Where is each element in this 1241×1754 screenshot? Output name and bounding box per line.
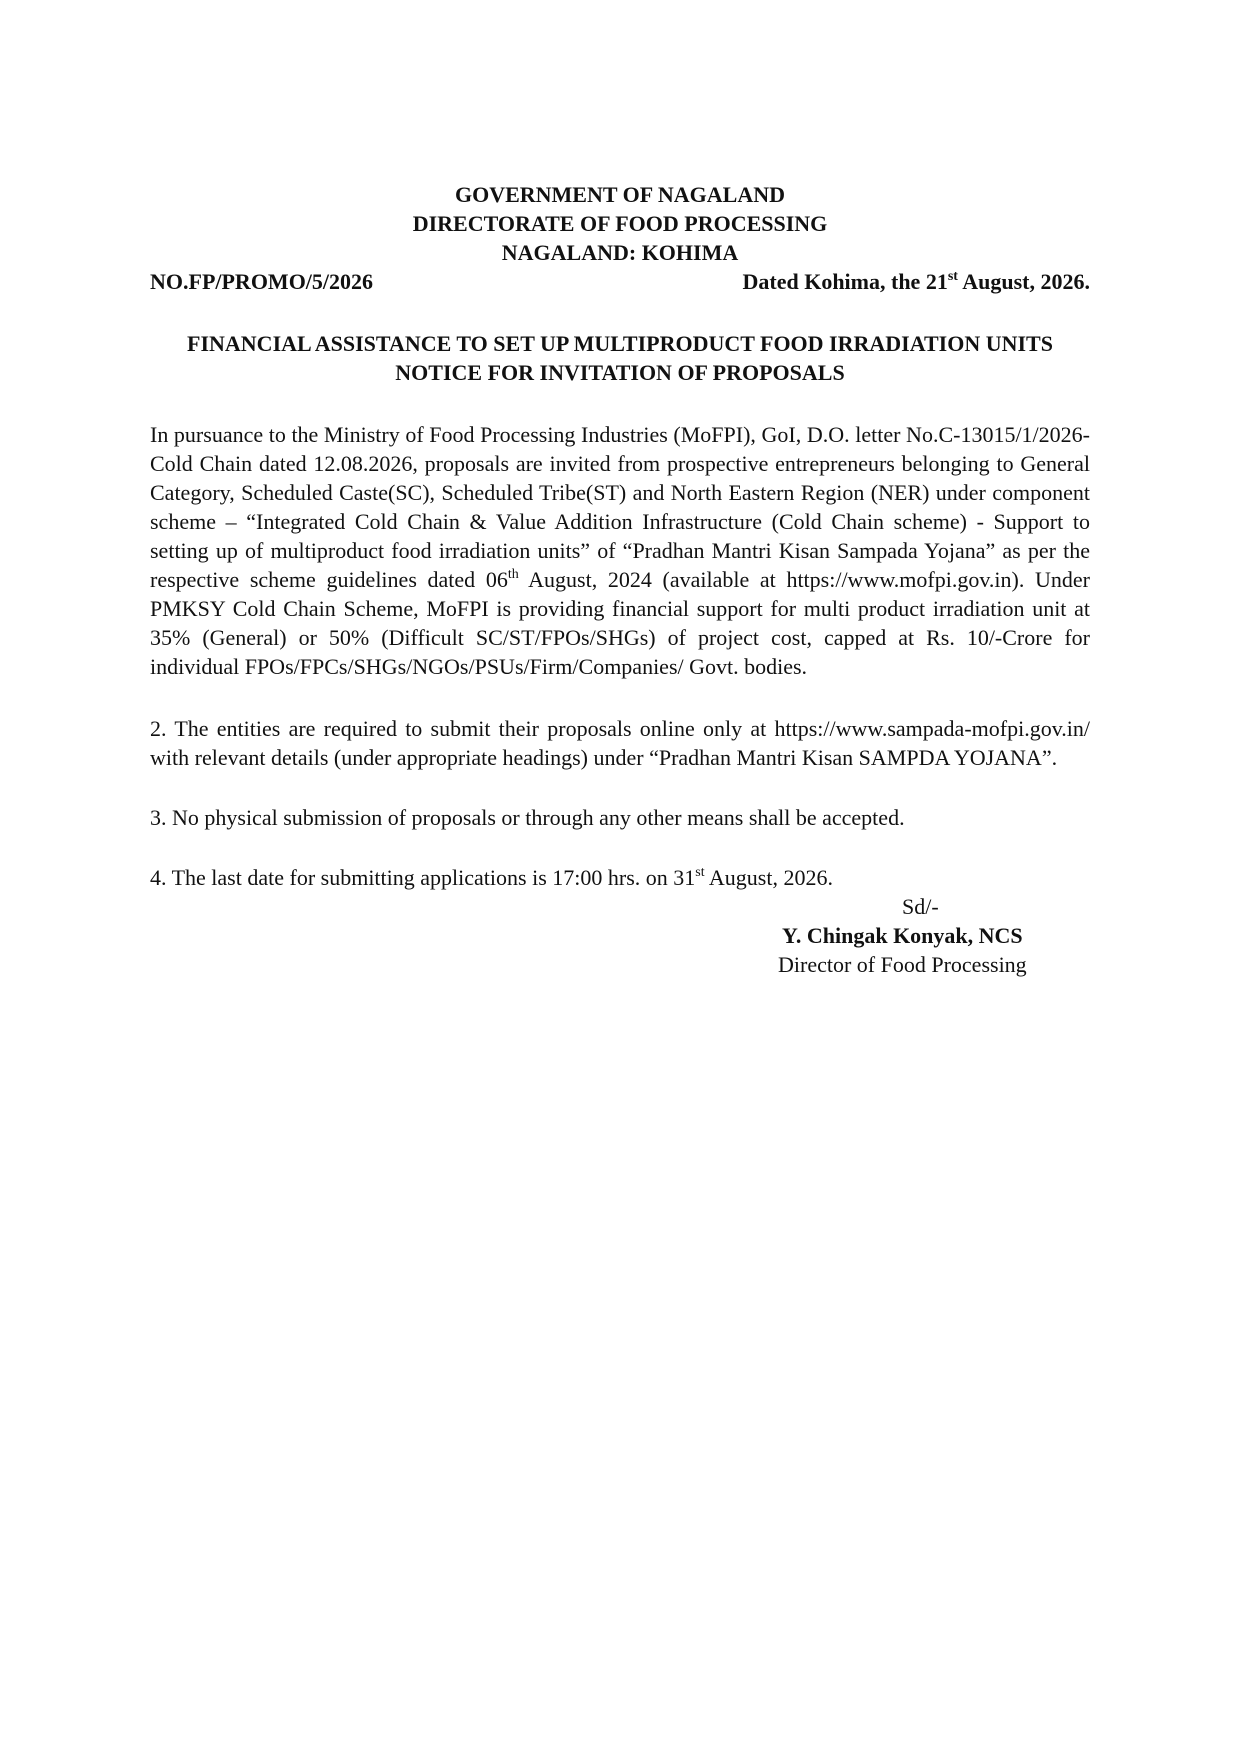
paragraph-4-ordinal: st — [695, 864, 705, 880]
signatory-designation: Director of Food Processing — [778, 952, 1027, 977]
paragraph-4-text-continued: August, 2026. — [704, 865, 833, 890]
reference-number: NO.FP/PROMO/5/2026 — [150, 269, 374, 294]
signatory-name: Y. Chingak Konyak, NCS — [782, 923, 1023, 948]
office-location: NAGALAND: KOHIMA — [501, 240, 739, 265]
reference-date — [743, 267, 1091, 296]
paragraph-2: 2. The entities are required to submit their proposals online only at https://www.sampada-mofpi.gov.in/ with relevant details (under appropriate headings) under “Pradhan Mantri Kisan SAMPDA YOJANA”. — [150, 716, 1090, 770]
notice-title — [150, 329, 1090, 387]
paragraph-1-ordinal: th — [507, 566, 519, 582]
notice-heading: NOTICE FOR INVITATION OF PROPOSALS — [395, 360, 845, 385]
notice-document — [150, 180, 1090, 982]
signed-mark: Sd/- — [902, 894, 939, 919]
paragraph-1-text: In pursuance to the Ministry of Food Processing Industries (MoFPI), GoI, D.O. letter No.C-13015/1/2026-Cold Chain dated 12.08.2026, proposals are invited from prospective entrepreneurs belonging to General Category, Scheduled Caste(SC), Scheduled Tribe(ST) and North Eastern Region (NER) under component scheme – “Integrated Cold Chain & Value Addition Infrastructure (Cold Chain scheme) - Support to setting up of multiproduct food irradiation units” of “Pradhan Mantri Kisan Sampada Yojana” as per the respective scheme guidelines dated 06 — [150, 422, 1090, 592]
date-ordinal: st — [947, 268, 958, 284]
paragraph-1 — [150, 420, 1090, 681]
directorate-name: DIRECTORATE OF FOOD PROCESSING — [412, 211, 828, 236]
paragraph-3: 3. No physical submission of proposals or through any other means shall be accepted. — [150, 805, 905, 830]
government-name: GOVERNMENT OF NAGALAND — [454, 182, 785, 207]
signature-block — [150, 892, 1090, 982]
paragraph-1-text-continued: August, 2024 (available at https://www.mofpi.gov.in). Under PMKSY Cold Chain Scheme, MoFPI is providing financial support for multi product irradiation unit at 35% (General) or 50% (Difficult SC/ST/FPOs/SHGs) of project cost, capped at Rs. 10/-Crore for individual FPOs/FPCs/SHGs/NGOs/PSUs/Firm/Companies/ Govt. bodies. — [150, 567, 1090, 679]
notice-subject: FINANCIAL ASSISTANCE TO SET UP MULTIPRODUCT FOOD IRRADIATION UNITS — [187, 331, 1053, 356]
paragraph-4-text: 4. The last date for submitting applications is 17:00 hrs. on 31 — [150, 865, 696, 890]
paragraph-4 — [150, 863, 1090, 892]
reference-line — [150, 267, 1090, 296]
letterhead — [150, 180, 1090, 267]
date-prefix: Dated Kohima, the 21 — [742, 269, 948, 294]
date-suffix: August, 2026. — [957, 269, 1090, 294]
